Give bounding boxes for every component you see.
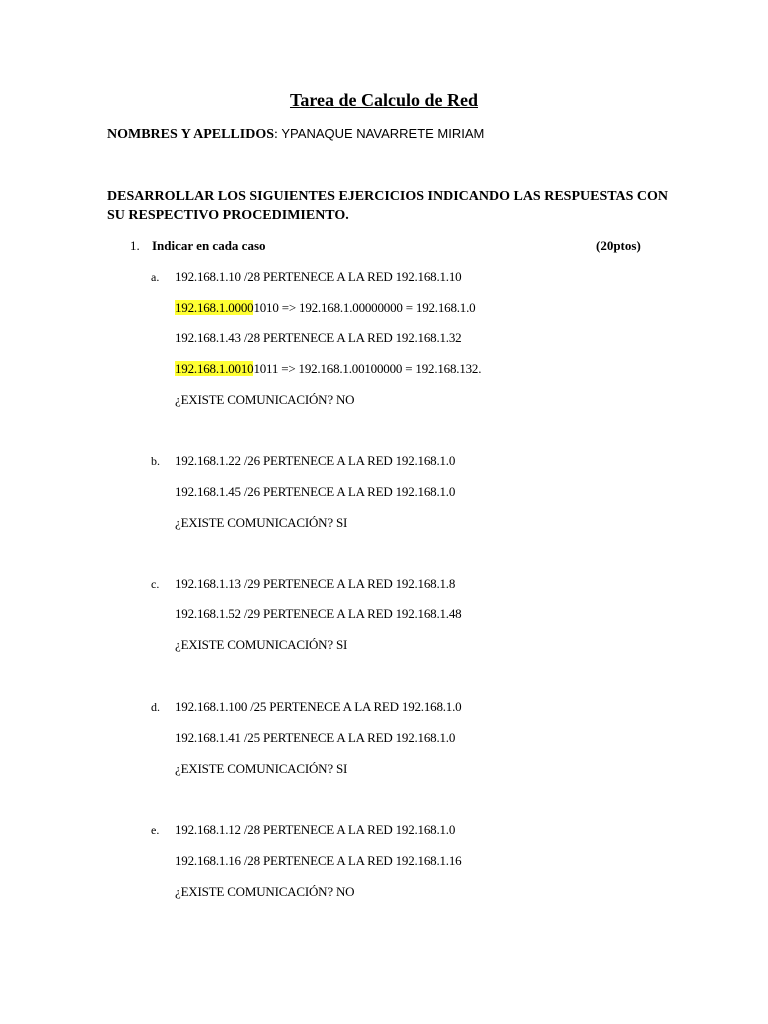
item-e-line-2: 192.168.1.16 /28 PERTENECE A LA RED 192.168.1.16 [175, 853, 462, 868]
highlighted-bits: 192.168.1.0000 [175, 300, 254, 315]
document-title: Tarea de Calculo de Red [289, 90, 478, 110]
names-value: YPANAQUE NAVARRETE MIRIAM [281, 126, 485, 141]
item-b-answer: ¿EXISTE COMUNICACIÓN? SI [175, 515, 348, 530]
highlighted-bits: 192.168.1.0010 [175, 361, 254, 376]
item-a-line-4 [175, 361, 481, 377]
item-e-letter: e. [151, 823, 160, 837]
instructions-text: DESARROLLAR LOS SIGUIENTES EJERCICIOS INDICANDO LAS RESPUESTAS CON SU RESPECTIVO PROCEDIMIENTO. [107, 189, 669, 223]
item-d-line-2: 192.168.1.41 /25 PERTENECE A LA RED 192.168.1.0 [175, 730, 456, 745]
item-c-line-1: 192.168.1.13 /29 PERTENECE A LA RED 192.168.1.8 [175, 576, 456, 591]
calc-rest: 1010 => 192.168.1.00000000 = 192.168.1.0 [253, 300, 476, 315]
item-c-letter: c. [151, 577, 160, 591]
item-d-answer: ¿EXISTE COMUNICACIÓN? SI [175, 761, 348, 776]
names-separator: : [274, 127, 282, 142]
item-b-line-2: 192.168.1.45 /26 PERTENECE A LA RED 192.168.1.0 [175, 484, 456, 499]
item-d-line-1: 192.168.1.100 /25 PERTENECE A LA RED 192.168.1.0 [175, 699, 462, 714]
item-a-line-2 [175, 300, 475, 316]
student-names [107, 126, 484, 143]
item-c-answer: ¿EXISTE COMUNICACIÓN? SI [175, 637, 348, 652]
names-label: NOMBRES Y APELLIDOS [107, 127, 274, 142]
item-a-line-3: 192.168.1.43 /28 PERTENECE A LA RED 192.168.1.32 [175, 330, 462, 345]
question-points: (20ptos) [596, 238, 641, 253]
item-b-line-1: 192.168.1.22 /26 PERTENECE A LA RED 192.168.1.0 [175, 453, 456, 468]
calc-rest: 1011 => 192.168.1.00100000 = 192.168.132. [253, 361, 482, 376]
item-d-letter: d. [151, 700, 160, 714]
item-e-answer: ¿EXISTE COMUNICACIÓN? NO [175, 884, 355, 899]
question-text: Indicar en cada caso [152, 238, 266, 253]
item-a-answer: ¿EXISTE COMUNICACIÓN? NO [175, 392, 355, 407]
item-b-letter: b. [151, 454, 160, 468]
item-e-line-1: 192.168.1.12 /28 PERTENECE A LA RED 192.168.1.0 [175, 822, 456, 837]
item-a-line-1: 192.168.1.10 /28 PERTENECE A LA RED 192.168.1.10 [175, 269, 462, 284]
question-number: 1. [130, 238, 140, 253]
item-c-line-2: 192.168.1.52 /29 PERTENECE A LA RED 192.168.1.48 [175, 606, 462, 621]
item-a-letter: a. [151, 270, 160, 284]
